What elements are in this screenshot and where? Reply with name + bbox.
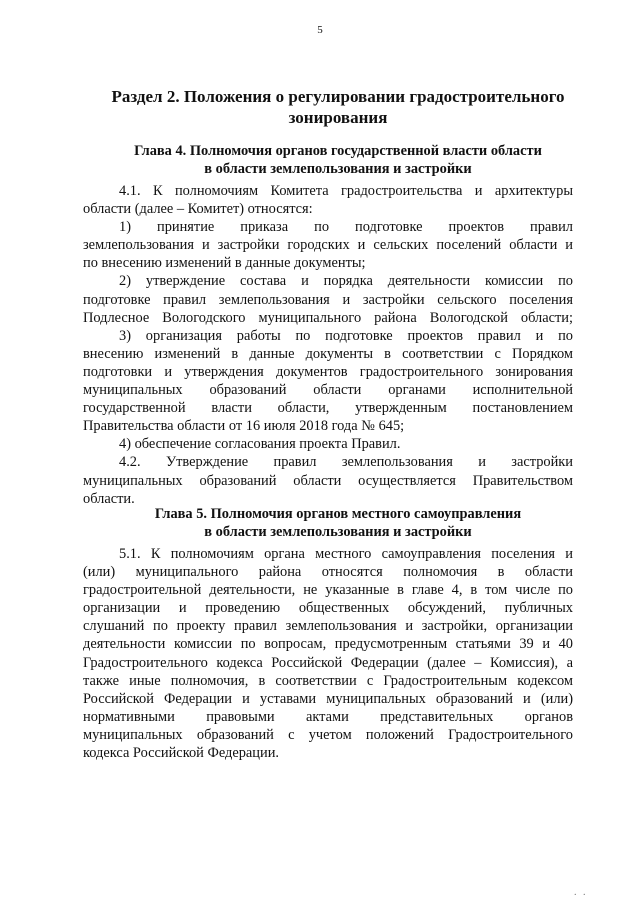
chapter-4-body bbox=[83, 182, 573, 508]
text-line: муниципальных образований области органами исполнительной bbox=[83, 382, 573, 399]
text-line: области (далее – Комитет) относятся: bbox=[83, 201, 313, 218]
text-line: 2) утверждение состава и порядка деятельности комиссии по bbox=[119, 273, 573, 290]
text-line: 4) обеспечение согласования проекта Правил. bbox=[119, 436, 401, 453]
text-line: Градостроительного кодекса Российской Федерации (далее – Комиссия), а bbox=[83, 654, 573, 671]
text-line: 4.2. Утверждение правил землепользования и застройки bbox=[119, 454, 573, 471]
text-line: государственной власти области, утвержденным постановлением bbox=[83, 400, 573, 417]
text-line: 1) принятие приказа по подготовке проектов правил bbox=[119, 219, 573, 236]
text-line: деятельности комиссии по вопросам, предусмотренным статьями 39 и 40 bbox=[83, 636, 573, 653]
text-line: также иные полномочия, в соответствии с Градостроительным кодексом bbox=[83, 672, 573, 689]
chapter-title-line: Глава 5. Полномочия органов местного самоуправления bbox=[154, 506, 522, 522]
chapter-title-line: в области землепользования и застройки bbox=[204, 524, 472, 540]
text-line: подготовки и утверждения документов градостроительного зонирования bbox=[83, 363, 573, 380]
section-title-line: зонирования bbox=[288, 108, 388, 127]
chapter-5-body bbox=[83, 545, 573, 762]
text-line: 5.1. К полномочиям органа местного самоуправления поселения и bbox=[119, 546, 573, 562]
text-line: землепользования и застройки городских и сельских поселений области и bbox=[83, 237, 573, 254]
section-title bbox=[60, 86, 616, 128]
chapter-title-line: Глава 4. Полномочия органов государственной власти области bbox=[134, 143, 542, 159]
text-line: муниципальных образований области осуществляется Правительством bbox=[83, 472, 573, 489]
text-line: Подлесное Вологодского муниципального района Вологодской области; bbox=[83, 309, 573, 326]
text-line: слушаний по проекту правил землепользования и застройки, организации bbox=[83, 618, 573, 635]
scan-mark: . . bbox=[574, 887, 588, 898]
text-line: кодекса Российской Федерации. bbox=[83, 745, 280, 762]
chapter-5-title bbox=[60, 505, 616, 541]
chapter-title-line: в области землепользования и застройки bbox=[204, 161, 472, 177]
section-title-line: Раздел 2. Положения о регулировании градостроительного bbox=[111, 87, 565, 106]
text-line: внесению изменений в данные документы в соответствии с Порядком bbox=[83, 345, 573, 362]
page-number: 5 bbox=[317, 24, 323, 36]
text-line: Правительства области от 16 июля 2018 года № 645; bbox=[83, 418, 405, 435]
text-line: (или) муниципального района относятся полномочия в области bbox=[83, 564, 573, 581]
text-line: 4.1. К полномочиям Комитета градостроительства и архитектуры bbox=[119, 183, 573, 199]
text-line: муниципальных образований с учетом положений Градостроительного bbox=[83, 726, 573, 743]
text-line: подготовке правил землепользования и застройки сельского поселения bbox=[83, 291, 573, 308]
text-line: 3) организация работы по подготовке проектов правил и по bbox=[119, 327, 573, 344]
text-line: организации и проведению общественных обсуждений, публичных bbox=[83, 600, 573, 617]
text-line: по внесению изменений в данные документы; bbox=[83, 255, 366, 272]
text-line: градостроительной деятельности, не указанные в главе 4, в том числе по bbox=[83, 582, 573, 599]
text-line: нормативными правовыми актами представительных органов bbox=[83, 708, 573, 725]
chapter-4-title bbox=[60, 142, 616, 178]
text-line: Российской Федерации и уставами муниципальных образований и (или) bbox=[83, 690, 573, 707]
text-line: области. bbox=[83, 490, 135, 507]
